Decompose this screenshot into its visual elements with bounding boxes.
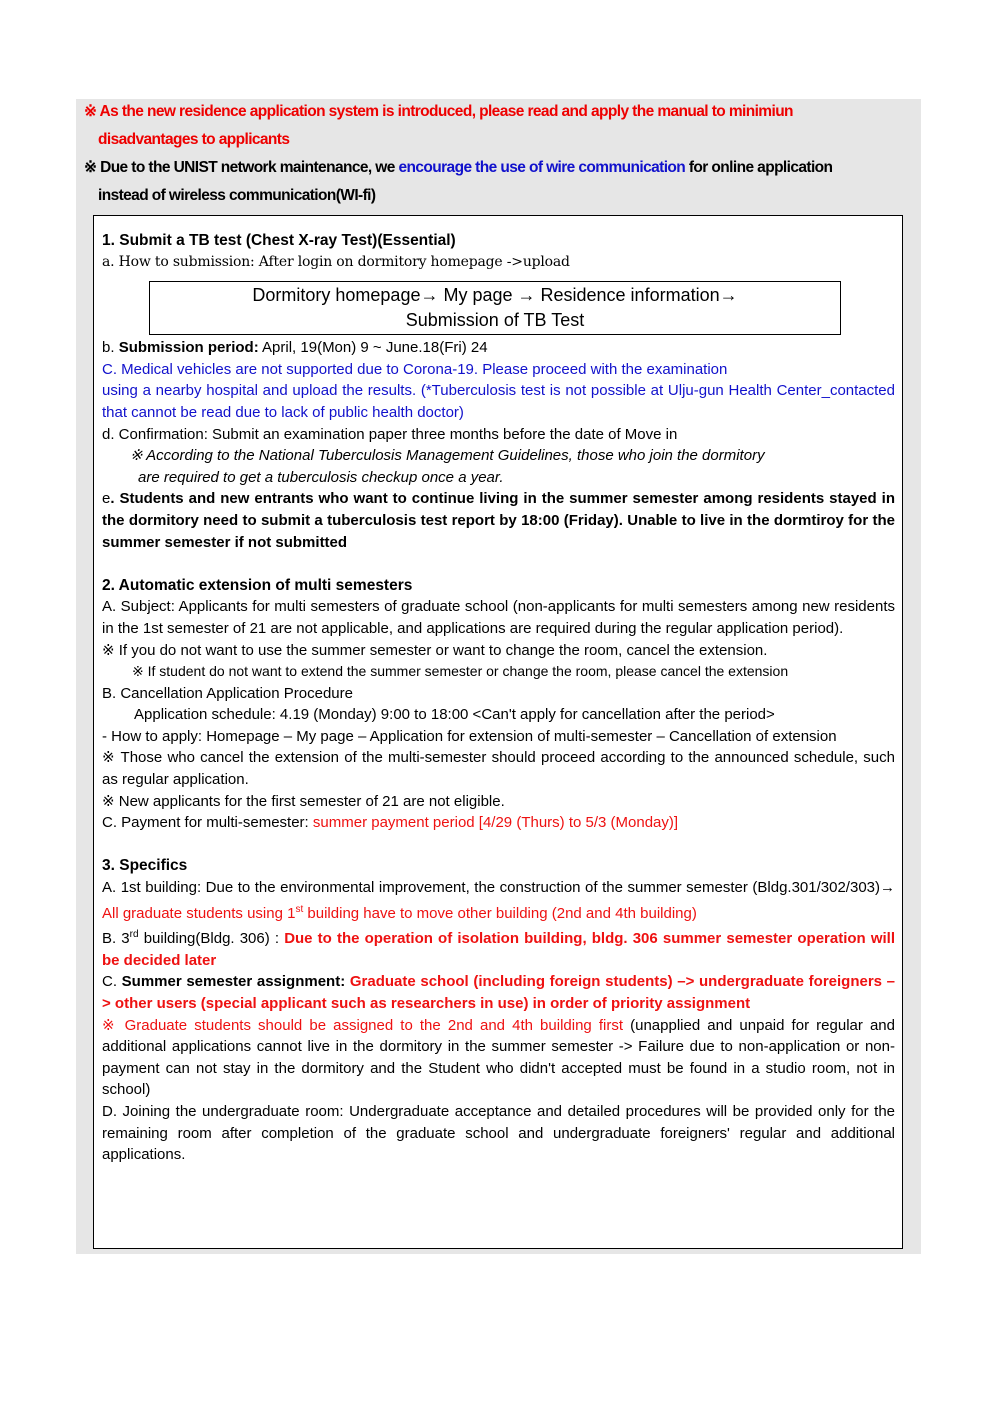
- section-2-a: A. Subject: Applicants for multi semesters of graduate school (non-applicants for multi semesters among new residents in the 1st semester of 21 are not applicable, and applications are required during the regular application period).: [102, 598, 895, 637]
- section-2-c: C. Payment for multi-semester: summer payment period [4/29 (Thurs) to 5/3 (Monday)]: [102, 814, 679, 832]
- reference-mark-icon: ※: [84, 103, 97, 120]
- section-3-b: B. 3rd building(Bldg. 306) : Due to the operation of isolation building, bldg. 306 summer semester operation will be decided later: [102, 929, 896, 969]
- section-1-c: C. Medical vehicles are not supported due to Corona-19. Please proceed with the examination using a nearby hospital and upload the results. (*Tuberculosis test is not possible at Ulju-gun Health Center_contacted that cannot be read due to lack of public health doctor): [102, 360, 895, 421]
- section-2-title: 2. Automatic extension of multi semesters: [102, 576, 413, 594]
- section-2-note-3: ※ Those who cancel the extension of the multi-semester should proceed according to the announced schedule, such as regular application.: [102, 749, 895, 789]
- notice-network: ※ Due to the UNIST network maintenance, we encourage the use of wire communication for online application instead of wireless communication(WI-fi): [84, 159, 833, 204]
- section-2-note-2: ※ If student do not want to extend the summer semester or change the room, please cancel the extension: [132, 663, 789, 680]
- notice-new-system: ※ As the new residence application system is introduced, please read and apply the manual to minimiun disadvantages to applicants: [84, 103, 793, 148]
- section-1-e: e. Students and new entrants who want to continue living in the summer semester among residents stayed in the dormitory need to submit a tuberculosis test report by 18:00 (Friday). Unable to live in the dormtiroy for the summer semester if not submitted: [102, 490, 895, 551]
- document-body: [102, 230, 895, 1166]
- section-1-d: d. Confirmation: Submit an examination paper three months before the date of Move in: [102, 425, 678, 443]
- section-1-d-note: ※ According to the National Tuberculosis Management Guidelines, those who join the dormitory are required to get a tuberculosis checkup once a year.: [130, 447, 765, 486]
- section-1-title: 1. Submit a TB test (Chest X-ray Test)(Essential): [102, 232, 456, 249]
- wire-communication-highlight: encourage the use of wire communication: [398, 159, 686, 176]
- reference-mark-icon: ※: [84, 159, 97, 176]
- section-3-a: A. 1st building: Due to the environmental improvement, the construction of the summer semester (Bldg.301/302/303)→ All graduate students using 1st building have to move other building (2nd and 4th building): [102, 879, 895, 922]
- section-1-b: b. Submission period: April, 19(Mon) 9 ~ June.18(Fri) 24: [102, 339, 488, 357]
- section-2-note-4: ※ New applicants for the first semester of 21 are not eligible.: [102, 792, 505, 810]
- section-2-b: B. Cancellation Application Procedure: [102, 684, 353, 702]
- section-2-schedule: Application schedule: 4.19 (Monday) 9:00 to 18:00 <Can't apply for cancellation after the period>: [134, 706, 775, 724]
- section-3-title: 3. Specifics: [102, 857, 188, 875]
- path-box: Dormitory homepage→ My page → Residence information→ Submission of TB Test: [149, 281, 841, 335]
- section-2-how: - How to apply: Homepage – My page – Application for extension of multi-semester – Cancellation of extension: [102, 727, 837, 745]
- section-3-d: D. Joining the undergraduate room: Undergraduate acceptance and detailed procedures will be provided only for the remaining room after completion of the graduate school and undergraduate foreigners' regular and additional applications.: [102, 1102, 895, 1164]
- section-2-note-1: ※ If you do not want to use the summer semester or want to change the room, cancel the extension.: [102, 641, 768, 659]
- section-3-note: ※ Graduate students should be assigned to the 2nd and 4th building first (unapplied and unpaid for regular and additional applications cannot live in the dormitory in the summer semester -> Failure due to non-application or non-payment can not stay in the dormitory and the Student who didn't accepted must be found in a studio room, not in school): [102, 1016, 895, 1099]
- section-3-c: C. Summer semester assignment: Graduate school (including foreign students) –> undergraduate foreigners –> other users (special applicant such as researchers in use) in order of priority assignment: [102, 973, 895, 1012]
- section-1-a: a. How to submission: After login on dormitory homepage ->upload: [102, 253, 570, 270]
